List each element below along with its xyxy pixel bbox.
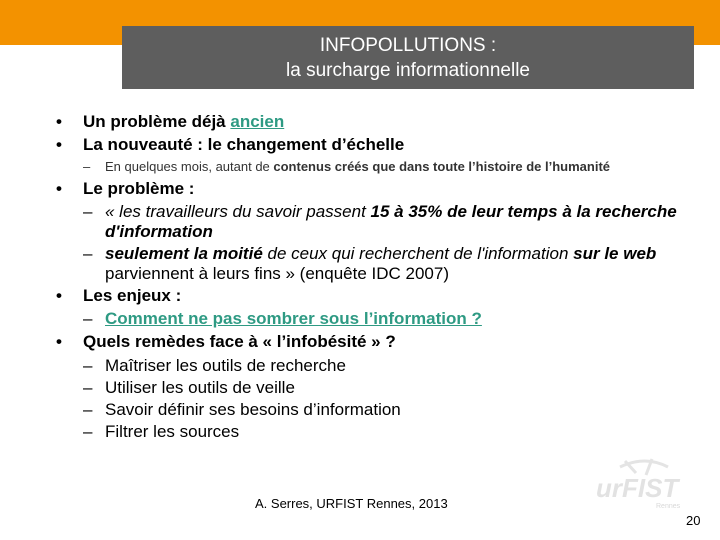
moitie-mid: de ceux qui recherchent de l'information xyxy=(262,244,574,263)
slide-title-box xyxy=(122,26,694,89)
remedy-item xyxy=(83,356,701,376)
bullet-marker: • xyxy=(56,286,62,305)
dash-marker: – xyxy=(83,244,93,263)
probleme-text: Le problème : xyxy=(83,179,195,198)
remedy-text: Maîtriser les outils de recherche xyxy=(105,356,346,375)
urfist-logo-subtext: Rennes xyxy=(656,503,681,510)
sombrer-link[interactable]: Comment ne pas sombrer sous l’information ? xyxy=(105,309,482,328)
sub-echelle-text: En quelques mois, autant de xyxy=(105,159,274,174)
remedy-text: Utiliser les outils de veille xyxy=(105,378,295,397)
bullet-marker: • xyxy=(56,179,62,198)
bullet-item-probleme xyxy=(56,179,701,199)
dash-marker: – xyxy=(83,202,93,221)
sub-item-quote xyxy=(83,202,701,242)
dash-marker: – xyxy=(83,400,93,419)
urfist-logo xyxy=(590,455,700,515)
bullet-item-1 xyxy=(56,112,701,132)
web-bold: sur le web xyxy=(573,244,657,263)
dash-marker: – xyxy=(83,309,93,328)
page-number: 20 xyxy=(686,513,701,528)
remedies-list xyxy=(56,356,701,442)
sub-item-sombrer xyxy=(83,309,701,329)
bullet-item-remedes xyxy=(56,332,701,352)
sub-item-moitie xyxy=(83,244,701,284)
sub-item-echelle xyxy=(83,159,701,174)
dash-marker: – xyxy=(83,378,93,397)
bullet-marker: • xyxy=(56,112,62,131)
remedy-text: Filtrer les sources xyxy=(105,422,240,441)
dash-marker: – xyxy=(83,159,91,174)
bullet-marker: • xyxy=(56,135,62,154)
quote-italic: « les travailleurs du savoir passent xyxy=(105,202,371,221)
bullet-item-enjeux xyxy=(56,286,701,306)
moitie-post: parviennent à leurs fins » (enquête IDC 2007) xyxy=(105,264,449,283)
urfist-logo-text: urFIST xyxy=(596,473,679,503)
sub-echelle-bold: contenus créés que dans toute l’histoire de l’humanité xyxy=(273,159,611,174)
remedes-text: Quels remèdes face à « l’infobésité » ? xyxy=(83,332,396,351)
item-1-text: Un problème déjà xyxy=(83,112,231,131)
bullet-marker: • xyxy=(56,332,62,351)
remedy-item xyxy=(83,422,701,442)
dash-marker: – xyxy=(83,356,93,375)
remedy-text: Savoir définir ses besoins d’information xyxy=(105,400,401,419)
slide-footer: A. Serres, URFIST Rennes, 2013 xyxy=(255,496,448,511)
title-line-2: la surcharge informationnelle xyxy=(286,59,530,81)
remedy-item xyxy=(83,400,701,420)
title-line-1: INFOPOLLUTIONS : xyxy=(319,34,497,56)
moitie-bold: seulement la moitié xyxy=(105,244,263,263)
enjeux-text: Les enjeux : xyxy=(83,286,182,305)
dash-marker: – xyxy=(83,422,93,441)
slide-content xyxy=(56,112,701,444)
item-2-text: La nouveauté : le changement d’échelle xyxy=(83,135,405,154)
bullet-item-2 xyxy=(56,135,701,155)
quote-bold: 15 à 35% de leur temps à la recherche d'information xyxy=(105,202,677,241)
remedy-item xyxy=(83,378,701,398)
ancien-link[interactable]: ancien xyxy=(230,112,285,131)
